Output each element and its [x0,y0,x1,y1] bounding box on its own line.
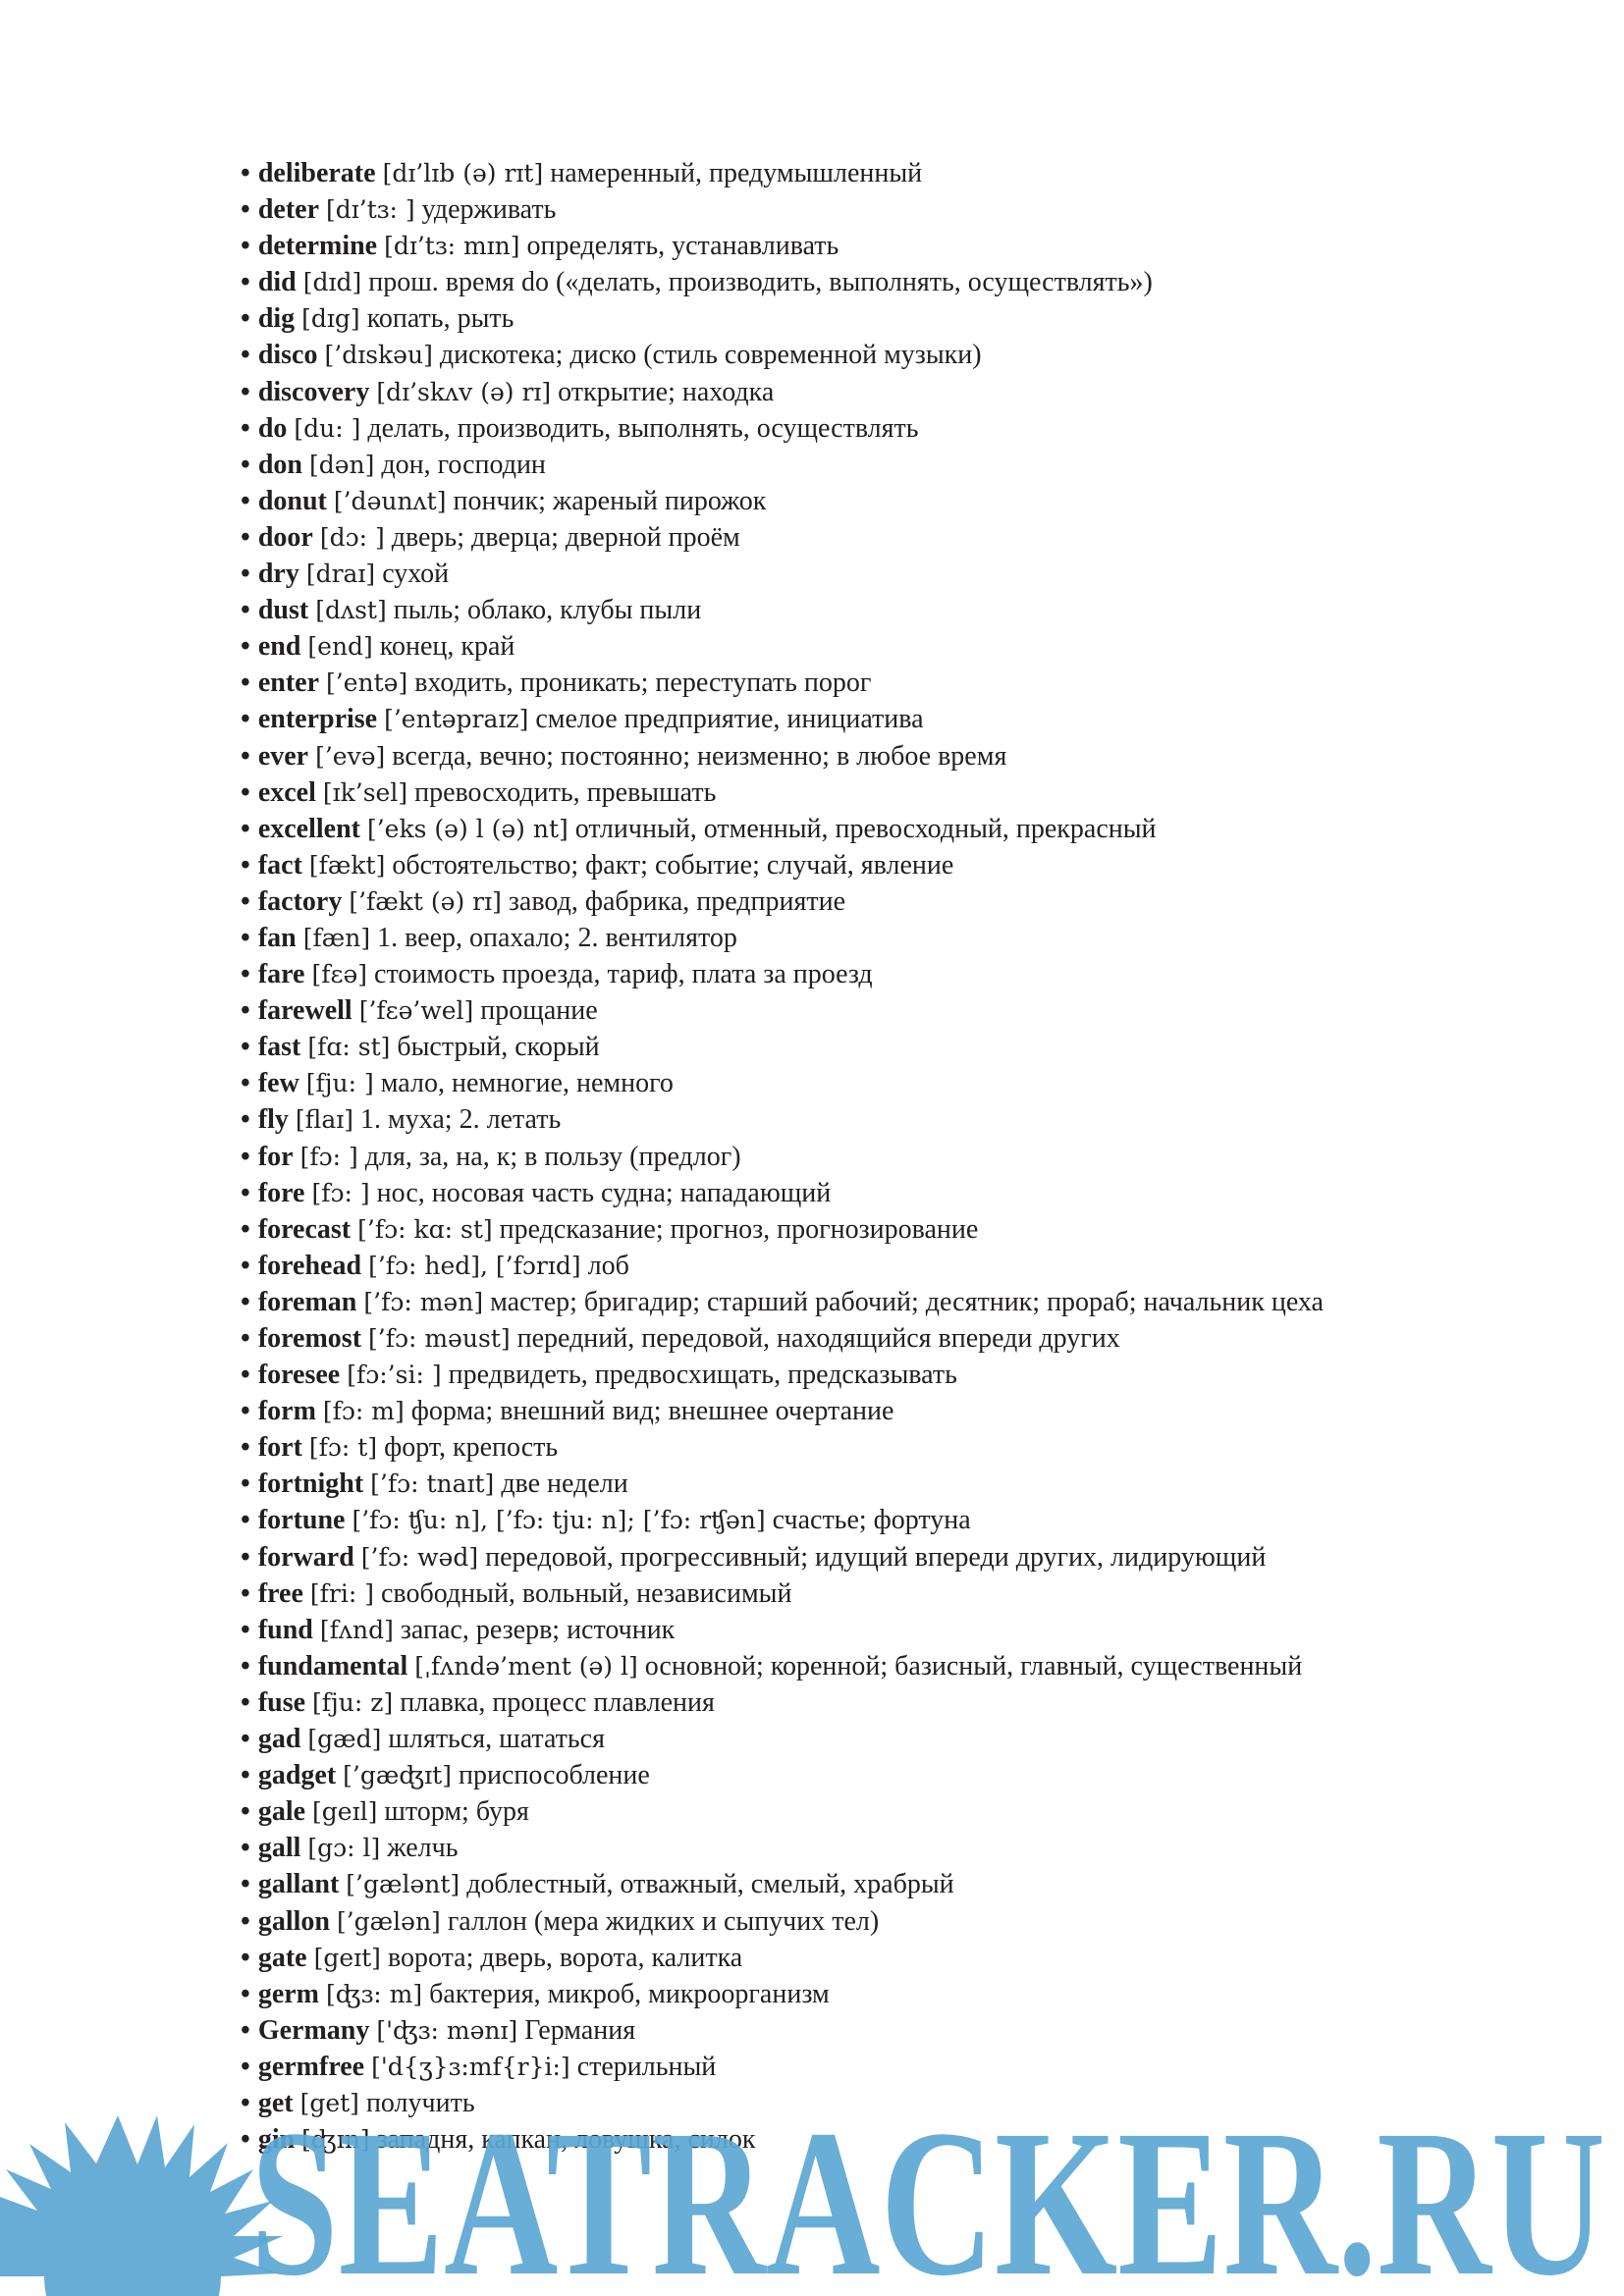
list-item [241,337,1576,373]
transcription: [fju: z] [312,1687,394,1717]
translation: 1. муха; 2. летать [360,1104,562,1136]
transcription: [dʌst] [315,596,387,625]
list-item [241,1065,1576,1101]
transcription: [geɪl] [312,1797,378,1827]
transcription: [ʤɜ: m] [326,1979,423,2008]
transcription: [’dɪskəu] [324,341,433,370]
transcription: [fɔ: t] [308,1433,378,1463]
list-item [241,1976,1576,2012]
headword: enter [257,667,319,699]
list-item [241,628,1576,665]
translation: для, за, на, к; в пользу (предлог) [364,1141,741,1172]
bullet: • [241,995,250,1027]
bullet: • [241,1286,250,1317]
translation: быстрый, скорый [397,1032,600,1063]
bullet: • [241,1686,250,1718]
translation: Германия [524,2014,636,2046]
bullet: • [241,667,250,699]
translation: обстоятельство; факт; событие; случай, явление [392,849,954,881]
transcription: [’fɔ: tnaɪt] [370,1469,495,1499]
transcription: [’fɔ: hed], [’fɔrɪd] [368,1251,581,1280]
transcription: [dɪ’lɪb (ə) rɪt] [382,159,544,187]
headword: gate [257,1942,307,1973]
list-item [241,1721,1576,1757]
list-item [241,883,1576,920]
transcription: [gɔ: l] [307,1834,381,1863]
bullet: • [241,412,250,444]
headword: fast [257,1032,301,1063]
transcription: [dɪ’tɜ: mɪn] [384,232,520,261]
headword: gale [257,1796,306,1828]
bullet: • [241,704,250,735]
translation: доблестный, отважный, смелый, храбрый [466,1869,954,1900]
headword: gad [257,1724,301,1755]
dictionary-list [241,155,1576,2158]
transcription: [dɪg] [301,304,360,334]
transcription: [’fɔ: ʧu: n], [’fɔ: tju: n]; [’fɔ: rʧən] [352,1506,766,1535]
headword: forecast [257,1213,352,1245]
headword: fort [257,1432,302,1464]
transcription: [dɪ’tɜ: ] [326,195,415,225]
bullet: • [241,1650,250,1682]
translation: мастер; бригадир; старший рабочий; десятник; прораб; начальник цеха [490,1286,1324,1317]
headword: deliberate [257,158,376,188]
translation: конец, край [379,631,515,663]
list-item [241,1320,1576,1357]
headword: donut [257,485,327,516]
translation: копать, рыть [366,303,514,335]
headword: gadget [257,1760,337,1791]
translation: плавка, процесс плавления [400,1686,715,1718]
list-item [241,1903,1576,1940]
translation: дверь; дверца; дверной проём [391,521,740,553]
transcription: [get] [299,2088,359,2117]
headword: door [257,521,313,553]
translation: две недели [501,1468,628,1500]
headword: dust [257,595,309,626]
transcription: [’entəpraɪz] [384,705,529,734]
bullet: • [241,2124,250,2156]
headword: determine [257,231,378,262]
translation: дон, господин [381,449,546,480]
headword: foremost [257,1323,362,1354]
translation: прош. время do («делать, производить, выполнять, осуществлять») [368,267,1153,298]
bullet: • [241,849,250,881]
bullet: • [241,631,250,663]
translation: западня, капкан, ловушка, силок [376,2124,756,2156]
translation: пончик; жареный пирожок [453,485,767,516]
headword: foresee [257,1360,341,1391]
list-item [241,1357,1576,1393]
headword: excel [257,776,316,808]
translation: завод, фабрика, предприятие [508,885,846,917]
headword: dig [257,303,296,335]
list-item [241,1648,1576,1684]
bullet: • [241,1905,250,1937]
list-item [241,1612,1576,1648]
headword: fact [257,849,302,881]
sun-icon [0,2115,283,2296]
list-item [241,483,1576,519]
transcription: [fɔ: ] [311,1178,370,1207]
translation: открытие; находка [558,376,775,407]
translation: намеренный, предумышленный [550,158,923,188]
bullet: • [241,1396,250,1427]
headword: fuse [257,1686,306,1718]
bullet: • [241,1468,250,1500]
transcription: [fɔ: ] [299,1142,358,1171]
headword: excellent [257,813,360,844]
list-item [241,556,1576,592]
list-item [241,155,1576,191]
translation: получить [365,2087,475,2118]
bullet: • [241,1541,250,1573]
transcription: [’entə] [326,668,408,698]
headword: don [257,449,302,480]
list-item [241,701,1576,737]
list-item [241,811,1576,847]
translation: счастье; фортуна [772,1505,971,1536]
transcription: [du: ] [294,413,361,443]
transcription: [’evə] [315,741,386,771]
transcription: [’fɛə’wel] [358,996,474,1026]
list-item [241,774,1576,811]
list-item [241,1866,1576,1902]
headword: germ [257,1978,319,2009]
list-item [241,1793,1576,1830]
list-item [241,1211,1576,1248]
translation: шторм; буря [384,1796,529,1828]
translation: смелое предприятие, инициатива [535,704,924,735]
list-item [241,191,1576,228]
transcription: [fri: ] [309,1578,374,1608]
bullet: • [241,1432,250,1464]
bullet: • [241,1978,250,2009]
transcription: [fʌnd] [319,1615,394,1644]
transcription: [ɪk’sel] [322,777,408,807]
bullet: • [241,1323,250,1354]
transcription: [’fɔ: wəd] [360,1542,479,1572]
bullet: • [241,2014,250,2046]
headword: few [257,1068,299,1099]
bullet: • [241,922,250,953]
translation: лоб [587,1250,629,1281]
list-item [241,592,1576,628]
headword: fortune [257,1505,346,1536]
watermark-text: SEATRACKER.RU [250,2087,1605,2296]
bullet: • [241,885,250,917]
translation: прощание [480,995,598,1027]
list-item [241,956,1576,992]
transcription: [fɛə] [311,960,368,989]
bullet: • [241,813,250,844]
bullet: • [241,595,250,626]
translation: форт, крепость [384,1432,559,1464]
transcription: [draɪ] [305,560,376,589]
bullet: • [241,1942,250,1973]
translation: форма; внешний вид; внешнее очертание [410,1396,894,1427]
list-item [241,992,1576,1029]
bullet: • [241,959,250,990]
headword: get [257,2087,294,2118]
translation: нос, носовая часть судна; нападающий [376,1177,832,1208]
transcription: [fɔ: m] [322,1397,405,1426]
translation: бактерия, микроб, микроорганизм [429,1978,830,2009]
translation: предвидеть, предвосхищать, предсказывать [448,1360,957,1391]
translation: стоимость проезда, тариф, плата за проезд [374,959,873,990]
translation: основной; коренной; базисный, главный, существенный [644,1650,1303,1682]
list-item [241,1029,1576,1065]
headword: dry [257,559,299,590]
headword: fan [257,922,297,953]
headword: forward [257,1541,354,1573]
bullet: • [241,521,250,553]
transcription: [’gælən] [336,1906,441,1936]
transcription: [’eks (ə) l (ə) nt] [366,814,568,843]
headword: do [257,412,288,444]
list-item [241,1757,1576,1793]
headword: gallant [257,1869,340,1900]
headword: fore [257,1177,305,1208]
bullet: • [241,1177,250,1208]
transcription: [dɪd] [302,268,362,297]
headword: factory [257,885,343,917]
bullet: • [241,1833,250,1864]
translation: сухой [382,559,450,590]
list-item [241,410,1576,447]
translation: передний, передовой, находящийся впереди других [516,1323,1120,1354]
list-item [241,1539,1576,1575]
bullet: • [241,1796,250,1828]
transcription: [’fɔ: kɑ: st] [357,1214,493,1244]
translation: входить, проникать; переступать порог [414,667,872,699]
transcription: [ʤɪn] [301,2125,370,2155]
transcription: [’dəunʌt] [333,486,447,515]
bullet: • [241,1141,250,1172]
headword: germfree [257,2051,365,2082]
list-item [241,374,1576,410]
bullet: • [241,2087,250,2118]
headword: end [257,631,301,663]
translation: дискотека; диско (стиль современной музыки) [439,340,982,371]
headword: gallon [257,1905,330,1937]
list-item [241,847,1576,883]
list-item [241,920,1576,956]
transcription: [’fɔ: mən] [363,1287,484,1316]
transcription: [fæn] [302,923,371,952]
transcription: [’gæʤɪt] [343,1761,452,1790]
headword: farewell [257,995,352,1027]
headword: ever [257,740,309,772]
list-item [241,1248,1576,1284]
translation: запас, резерв; источник [400,1614,676,1645]
transcription: [’gælənt] [346,1870,460,1899]
bullet: • [241,1032,250,1063]
transcription: [flaɪ] [295,1105,354,1135]
bullet: • [241,1104,250,1136]
list-item [241,264,1576,300]
list-item [241,1502,1576,1538]
translation: мало, немногие, немного [380,1068,674,1099]
headword: fund [257,1614,313,1645]
bullet: • [241,1068,250,1099]
transcription: [fɑ: st] [307,1033,391,1062]
bullet: • [241,303,250,335]
bullet: • [241,2051,250,2082]
bullet: • [241,231,250,262]
list-item [241,1684,1576,1721]
headword: for [257,1141,294,1172]
transcription: [dɔ: ] [319,522,385,552]
bullet: • [241,1760,250,1791]
headword: enterprise [257,704,378,735]
translation: ворота; дверь, ворота, калитка [387,1942,743,1973]
list-item [241,1429,1576,1466]
transcription: [end] [307,632,373,662]
headword: Germany [257,2014,370,2046]
transcription: [fɔ:’si: ] [347,1361,442,1390]
list-item [241,1139,1576,1175]
list-item [241,1175,1576,1211]
translation: удерживать [421,194,557,226]
list-item [241,1830,1576,1866]
headword: fortnight [257,1468,364,1500]
translation: определять, устанавливать [526,231,839,262]
list-item [241,1466,1576,1502]
translation: пыль; облако, клубы пыли [393,595,702,626]
transcription: ['ʤɜ: mənɪ] [376,2015,518,2045]
headword: form [257,1396,316,1427]
headword: gall [257,1833,301,1864]
headword: gin [257,2124,296,2156]
list-item [241,447,1576,483]
bullet: • [241,1213,250,1245]
transcription: [dɪ’skʌv (ə) rɪ] [376,377,552,406]
list-item [241,300,1576,337]
translation: передовой, прогрессивный; идущий впереди других, лидирующий [485,1541,1267,1573]
transcription: [’fɔ: məust] [368,1324,511,1353]
translation: желчь [387,1833,459,1864]
list-item [241,1101,1576,1138]
transcription: [gæd] [307,1725,382,1754]
bullet: • [241,376,250,407]
bullet: • [241,340,250,371]
translation: всегда, вечно; постоянно; неизменно; в любое время [392,740,1007,772]
translation: отличный, отменный, превосходный, прекрасный [574,813,1157,844]
bullet: • [241,1614,250,1645]
list-item [241,519,1576,556]
list-item [241,665,1576,701]
watermark [0,2042,1624,2296]
headword: fare [257,959,305,990]
translation: стерильный [576,2051,717,2082]
bullet: • [241,559,250,590]
bullet: • [241,776,250,808]
bullet: • [241,267,250,298]
bullet: • [241,194,250,226]
headword: deter [257,194,319,226]
bullet: • [241,158,250,188]
translation: шляться, шататься [388,1724,605,1755]
headword: fly [257,1104,289,1136]
bullet: • [241,1724,250,1755]
bullet: • [241,740,250,772]
translation: делать, производить, выполнять, осуществлять [367,412,919,444]
transcription: [dən] [308,450,375,479]
translation: предсказание; прогноз, прогнозирование [499,1213,979,1245]
list-item [241,1575,1576,1612]
translation: галлон (мера жидких и сыпучих тел) [447,1905,880,1937]
bullet: • [241,1577,250,1609]
translation: 1. веер, опахало; 2. вентилятор [377,922,737,953]
headword: discovery [257,376,370,407]
transcription: [’fækt (ə) rɪ] [349,886,502,916]
list-item [241,1284,1576,1320]
bullet: • [241,449,250,480]
list-item [241,738,1576,774]
bullet: • [241,1869,250,1900]
transcription: [ˌfʌndə’ment (ə) l] [414,1651,638,1681]
transcription: ['d{ʒ}ɜ:mf{r}i:] [371,2052,570,2081]
translation: свободный, вольный, независимый [381,1577,792,1609]
headword: disco [257,340,318,371]
transcription: [geɪt] [313,1943,381,1972]
headword: fundamental [257,1650,408,1682]
transcription: [fju: ] [305,1069,374,1098]
headword: forehead [257,1250,362,1281]
bullet: • [241,1505,250,1536]
transcription: [fækt] [308,850,386,880]
list-item [241,228,1576,264]
list-item [241,1940,1576,1976]
list-item [241,1393,1576,1429]
bullet: • [241,1360,250,1391]
translation: приспособление [458,1760,650,1791]
translation: превосходить, превышать [414,776,717,808]
headword: did [257,267,297,298]
bullet: • [241,1250,250,1281]
bullet: • [241,485,250,516]
headword: foreman [257,1286,357,1317]
headword: free [257,1577,303,1609]
